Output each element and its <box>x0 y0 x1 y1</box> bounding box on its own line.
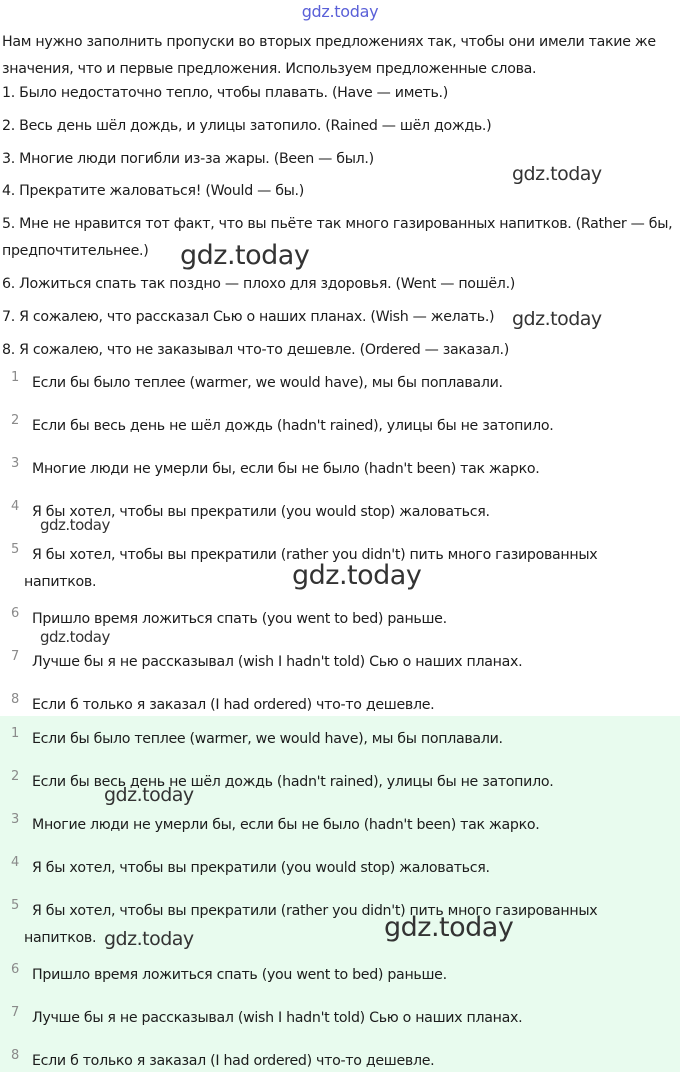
task-item: 8. Я сожалею, что не заказывал что-то дешевле. (Ordered — заказал.) <box>2 341 509 358</box>
task-item: 5. Мне не нравится тот факт, что вы пьёте так много газированных напитков. (Rather — бы, предпочтительнее.) <box>2 216 673 260</box>
answer-text: Я бы хотел, чтобы вы прекратили (you would stop) жаловаться. <box>32 860 490 876</box>
task-item: 4. Прекратите жаловаться! (Would — бы.) <box>2 183 304 200</box>
answer-item <box>0 409 680 452</box>
answer-number: 7 <box>11 1005 19 1020</box>
task-item: 3. Многие люди погибли из-за жары. (Been — был.) <box>2 150 374 167</box>
task-item: 2. Весь день шёл дождь, и улицы затопило. (Rained — шёл дождь.) <box>2 117 492 134</box>
intro-text: Нам нужно заполнить пропуски во вторых предложениях так, чтобы они имели такие же значения, что и первые предложения. Используем предложенные слова. <box>2 34 656 77</box>
answer-text: Я бы хотел, чтобы вы прекратили (rather you didn't) пить много газированных <box>32 547 598 563</box>
answer-number: 5 <box>11 898 19 913</box>
watermark: gdz.today <box>292 560 422 591</box>
answer-item <box>0 1001 680 1044</box>
answer-text: Пришло время ложиться спать (you went to bed) раньше. <box>32 967 447 983</box>
answer-list <box>0 366 680 731</box>
answer-text: Я бы хотел, чтобы вы прекратили (rather you didn't) пить много газированных <box>32 903 598 919</box>
answer-item <box>0 722 680 765</box>
answer-text: Лучше бы я не рассказывал (wish I hadn't told) Сью о наших планах. <box>32 1010 523 1026</box>
answer-number: 3 <box>11 456 19 471</box>
answer-item <box>0 495 680 538</box>
watermark: gdz.today <box>104 784 194 806</box>
watermark: gdz.today <box>104 928 194 950</box>
answer-item <box>0 538 680 602</box>
answer-text: Многие люди не умерли бы, если бы не было (hadn't been) так жарко. <box>32 817 540 833</box>
answer-number: 6 <box>11 962 19 977</box>
answer-item <box>0 765 680 808</box>
answer-item <box>0 602 680 645</box>
watermark: gdz.today <box>180 240 310 271</box>
task-item: 1. Было недостаточно тепло, чтобы плавать. (Have — иметь.) <box>2 85 449 101</box>
answer-number: 6 <box>11 606 19 621</box>
answer-number: 1 <box>11 370 19 385</box>
task-list <box>2 80 678 370</box>
answer-item <box>0 894 680 958</box>
answer-text: Если б только я заказал (I had ordered) что-то дешевле. <box>32 697 435 713</box>
answer-item <box>0 645 680 688</box>
answer-number: 8 <box>11 692 19 707</box>
answer-number: 4 <box>11 855 19 870</box>
answer-text: Многие люди не умерли бы, если бы не было (hadn't been) так жарко. <box>32 461 540 477</box>
answer-text: Если бы было теплее (warmer, we would have), мы бы поплавали. <box>32 731 503 747</box>
answer-text: Если бы было теплее (warmer, we would have), мы бы поплавали. <box>32 375 503 391</box>
watermark: gdz.today <box>40 628 110 646</box>
site-logo: gdz.today <box>301 2 379 21</box>
answer-number: 1 <box>11 726 19 741</box>
answer-text: Если б только я заказал (I had ordered) что-то дешевле. <box>32 1053 435 1069</box>
answer-item <box>0 808 680 851</box>
answer-item <box>0 958 680 1001</box>
watermark: gdz.today <box>384 912 514 943</box>
answer-list-highlighted <box>0 716 680 1072</box>
answer-number: 8 <box>11 1048 19 1063</box>
answer-text: Лучше бы я не рассказывал (wish I hadn't told) Сью о наших планах. <box>32 654 523 670</box>
answer-number: 7 <box>11 649 19 664</box>
answer-item <box>0 1044 680 1087</box>
task-item: 7. Я сожалею, что рассказал Сью о наших планах. (Wish — желать.) <box>2 308 495 325</box>
answer-number: 5 <box>11 542 19 557</box>
answer-text-continued: напитков. <box>24 574 97 590</box>
answer-item <box>0 452 680 495</box>
answer-text: Если бы весь день не шёл дождь (hadn't rained), улицы бы не затопило. <box>32 774 554 790</box>
answer-item <box>0 366 680 409</box>
answer-number: 2 <box>11 769 19 784</box>
answer-text: Если бы весь день не шёл дождь (hadn't rained), улицы бы не затопило. <box>32 418 554 434</box>
watermark: gdz.today <box>512 308 602 330</box>
answer-text-continued: напитков. <box>24 930 97 946</box>
answer-text: Пришло время ложиться спать (you went to bed) раньше. <box>32 611 447 627</box>
answer-number: 4 <box>11 499 19 514</box>
task-item: 6. Ложиться спать так поздно — плохо для здоровья. (Went — пошёл.) <box>2 276 516 293</box>
watermark: gdz.today <box>512 163 602 185</box>
answer-item <box>0 851 680 894</box>
answer-number: 3 <box>11 812 19 827</box>
answer-number: 2 <box>11 413 19 428</box>
watermark: gdz.today <box>40 516 110 534</box>
answer-text: Я бы хотел, чтобы вы прекратили (you would stop) жаловаться. <box>32 504 490 520</box>
